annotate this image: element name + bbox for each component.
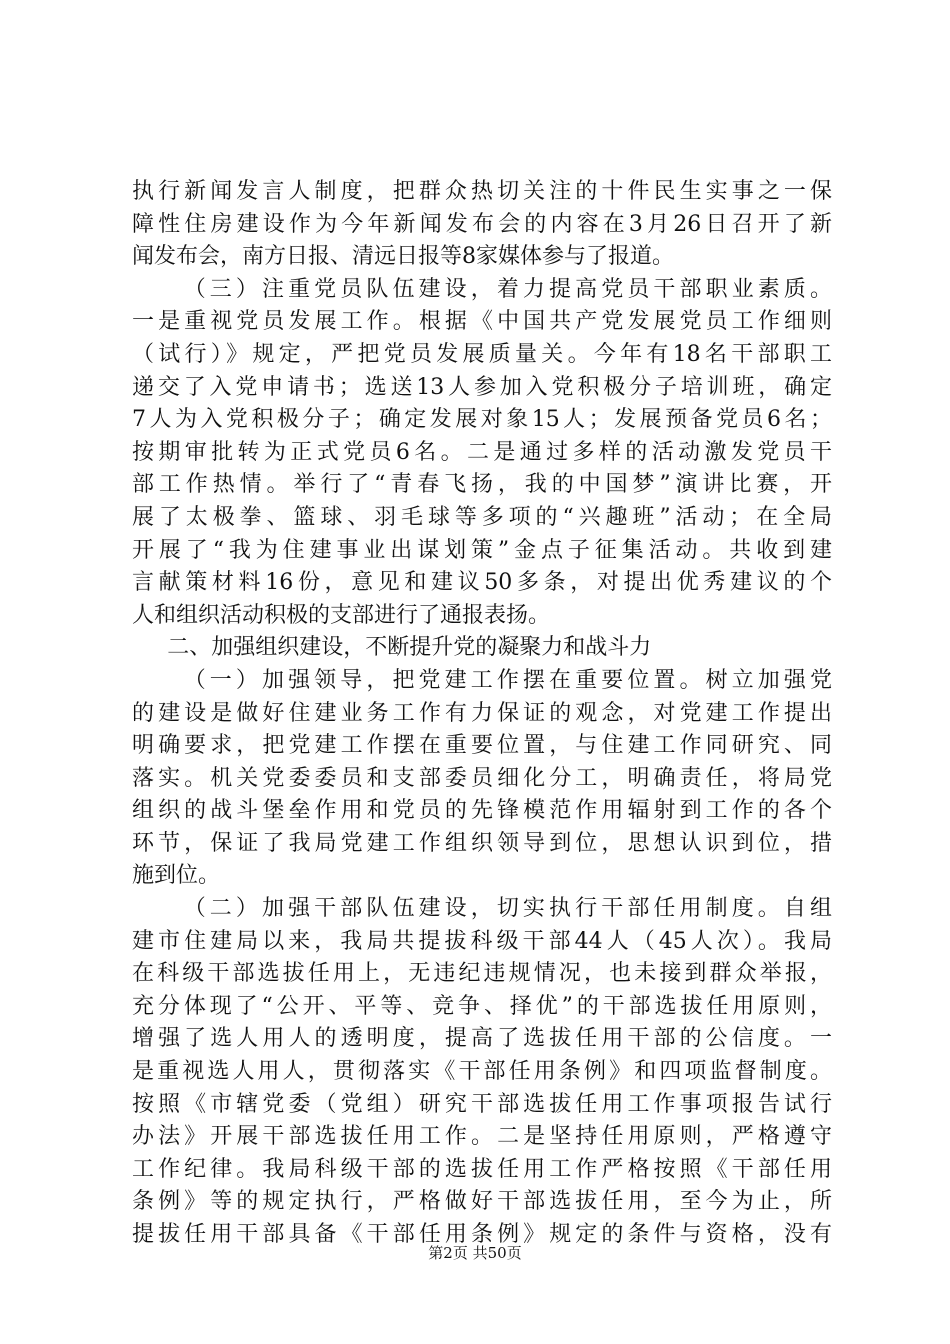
text-line: 条例》等的规定执行，严格做好干部选拔任用，至今为止，所 (132, 1189, 832, 1215)
text-line: 递交了入党申请书；选送13人参加入党积极分子培训班，确定 (132, 374, 832, 400)
text-line: （一）加强领导，把党建工作摆在重要位置。树立加强党 (183, 667, 832, 693)
text-line: 部工作热情。举行了“青春飞扬，我的中国梦”演讲比赛，开 (132, 472, 832, 498)
text-line: 按期审批转为正式党员6名。二是通过多样的活动激发党员干 (132, 439, 832, 465)
text-line: 增强了选人用人的透明度，提高了选拔任用干部的公信度。一 (132, 1026, 832, 1052)
text-line: 7人为入党积极分子；确定发展对象15人；发展预备党员6名； (132, 407, 832, 433)
text-line: 明确要求，把党建工作摆在重要位置，与住建工作同研究、同 (132, 733, 832, 759)
text-line: 执行新闻发言人制度，把群众热切关注的十件民生实事之一保 (132, 179, 832, 204)
text-line: 的建设是做好住建业务工作有力保证的观念，对党建工作提出 (132, 700, 832, 726)
text-line: 建市住建局以来，我局共提拔科级干部44人（45人次）。我局 (132, 928, 832, 954)
text-line: 二、加强组织建设，不断提升党的凝聚力和战斗力 (167, 635, 652, 661)
text-line: 施到位。 (132, 863, 221, 889)
text-line: 一是重视党员发展工作。根据《中国共产党发展党员工作细则 (132, 309, 832, 335)
text-line: （试行）》规定，严把党员发展质量关。今年有18名干部职工 (132, 341, 832, 367)
text-line: （三）注重党员队伍建设，着力提高党员干部职业素质。 (183, 276, 832, 302)
text-line: 环节，保证了我局党建工作组织领导到位，思想认识到位，措 (132, 830, 832, 856)
text-line: 提拔任用干部具备《干部任用条例》规定的条件与资格，没有 (132, 1222, 832, 1247)
text-line: 闻发布会，南方日报、清远日报等8家媒体参与了报道。 (132, 244, 674, 270)
page-footer: 第2页 共50页 (428, 1244, 522, 1262)
text-line: 人和组织活动积极的支部进行了通报表扬。 (132, 602, 551, 628)
text-line: 办法》开展干部选拔任用工作。二是坚持任用原则，严格遵守 (132, 1124, 832, 1150)
text-line: 工作纪律。我局科级干部的选拔任用工作严格按照《干部任用 (132, 1156, 832, 1182)
text-line: 展了太极拳、篮球、羽毛球等多项的“兴趣班”活动；在全局 (132, 504, 832, 530)
text-line: 充分体现了“公开、平等、竞争、择优”的干部选拔任用原则， (132, 993, 832, 1019)
text-line: 是重视选人用人，贯彻落实《干部任用条例》和四项监督制度。 (132, 1059, 832, 1085)
body-text (132, 176, 832, 1252)
text-line: 按照《市辖党委（党组）研究干部选拔任用工作事项报告试行 (132, 1091, 832, 1117)
text-line: 障性住房建设作为今年新闻发布会的内容在3月26日召开了新 (132, 211, 832, 237)
text-line: 组织的战斗堡垒作用和党员的先锋模范作用辐射到工作的各个 (132, 798, 832, 824)
text-line: 开展了“我为住建事业出谋划策”金点子征集活动。共收到建 (132, 537, 832, 563)
text-line: 言献策材料16份，意见和建议50多条，对提出优秀建议的个 (132, 570, 832, 596)
text-line: （二）加强干部队伍建设，切实执行干部任用制度。自组 (183, 896, 832, 922)
text-line: 落实。机关党委委员和支部委员细化分工，明确责任，将局党 (132, 765, 832, 791)
text-line: 在科级干部选拔任用上，无违纪违规情况，也未接到群众举报， (132, 961, 832, 987)
